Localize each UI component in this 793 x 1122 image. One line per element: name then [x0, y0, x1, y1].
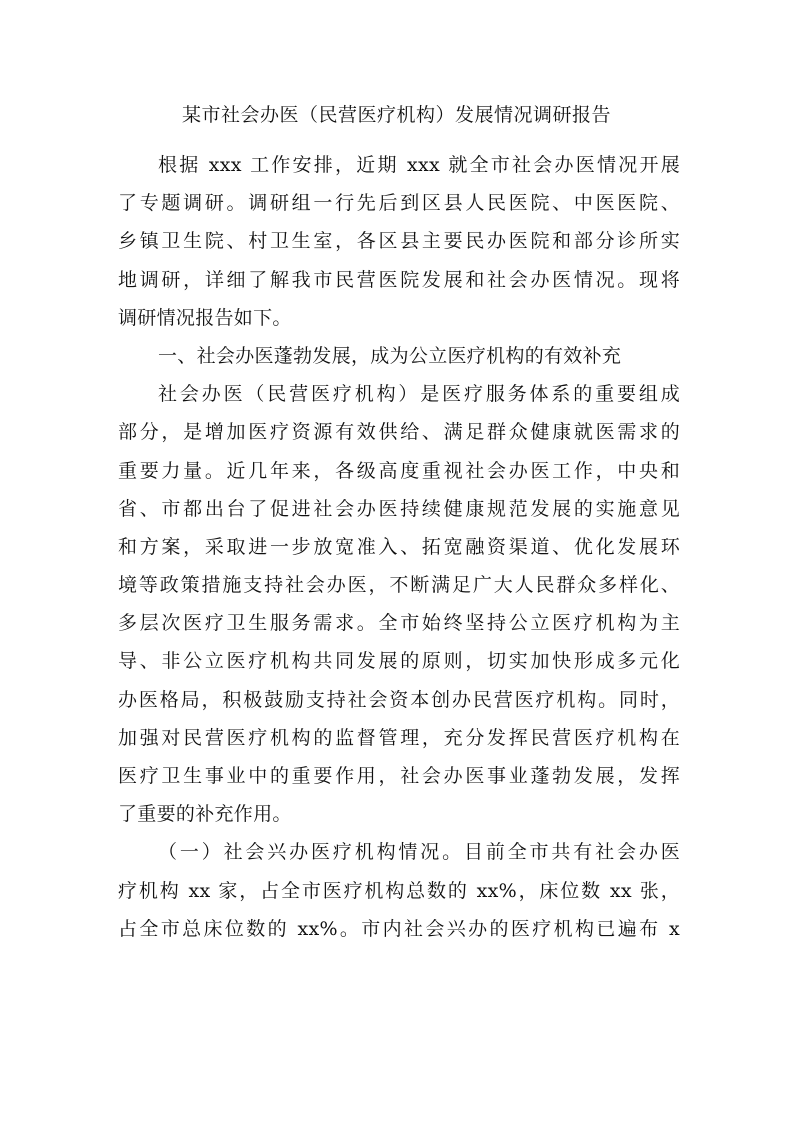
- paragraph-line: 调研情况报告如下。: [118, 306, 292, 329]
- section-heading: 一、社会办医蓬勃发展，成为公立医疗机构的有效补充: [158, 344, 622, 367]
- paragraph-line: 占全市总床位数的 xx%。市内社会兴办的医疗机构已遍布 x: [118, 917, 680, 940]
- paragraph-line: 医疗卫生事业中的重要作用，社会办医事业蓬勃发展，发挥: [118, 765, 680, 787]
- paragraph-line: 乡镇卫生院、村卫生室，各区县主要民办医院和部分诊所实: [118, 230, 680, 253]
- document-body: [118, 146, 680, 948]
- paragraph-line: 根据 xxx 工作安排，近期 xxx 就全市社会办医情况开展: [158, 154, 680, 176]
- paragraph-line: 重要力量。近几年来，各级高度重视社会办医工作，中央和: [118, 459, 680, 482]
- paragraph-line: 省、市都出台了促进社会办医持续健康规范发展的实施意见: [118, 497, 680, 520]
- paragraph-line: 境等政策措施支持社会办医，不断满足广大人民群众多样化、: [118, 574, 680, 597]
- paragraph-line: 办医格局，积极鼓励支持社会资本创办民营医疗机构。同时，: [118, 688, 680, 711]
- paragraph-line: （一）社会兴办医疗机构情况。目前全市共有社会办医: [158, 841, 680, 864]
- paragraph-line: 加强对民营医疗机构的监督管理，充分发挥民营医疗机构在: [118, 726, 680, 749]
- paragraph-line: 了重要的补充作用。: [118, 803, 292, 826]
- paragraph-line: 导、非公立医疗机构共同发展的原则，切实加快形成多元化: [118, 650, 680, 673]
- paragraph-line: 和方案，采取进一步放宽准入、拓宽融资渠道、优化发展环: [118, 535, 680, 558]
- document-title: 某市社会办医（民营医疗机构）发展情况调研报告: [181, 104, 611, 126]
- paragraph-line: 社会办医（民营医疗机构）是医疗服务体系的重要组成: [158, 383, 680, 406]
- paragraph-line: 多层次医疗卫生服务需求。全市始终坚持公立医疗机构为主: [118, 612, 680, 635]
- paragraph-line: 部分，是增加医疗资源有效供给、满足群众健康就医需求的: [118, 421, 680, 444]
- paragraph-line: 疗机构 xx 家，占全市医疗机构总数的 xx%，床位数 xx 张，: [118, 879, 680, 902]
- paragraph-line: 了专题调研。调研组一行先后到区县人民医院、中医医院、: [118, 192, 680, 215]
- paragraph-line: 地调研，详细了解我市民营医院发展和社会办医情况。现将: [118, 268, 680, 291]
